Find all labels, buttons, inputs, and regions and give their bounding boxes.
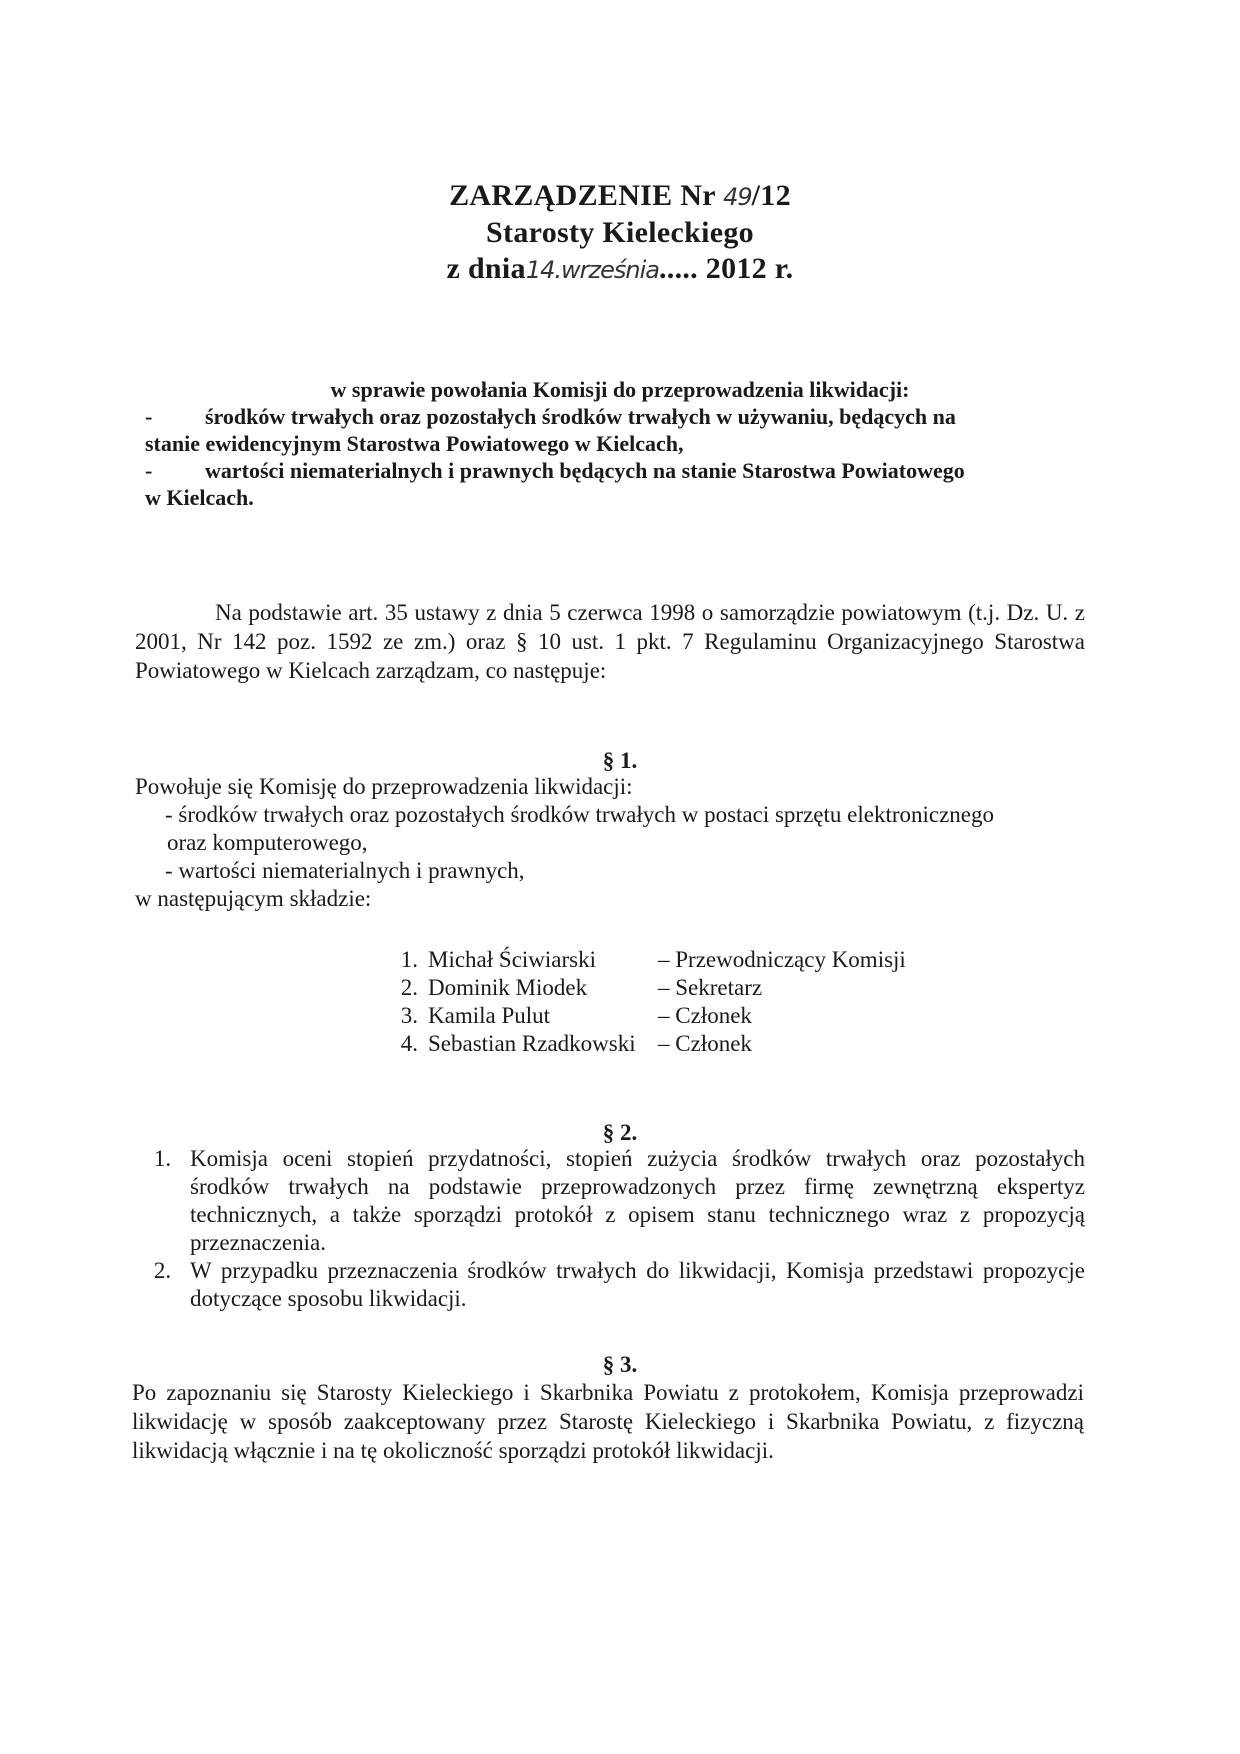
member-number: 1. [400, 947, 418, 972]
section-1-item: - wartości niematerialnych i prawnych, [165, 858, 525, 883]
point-text: Komisja oceni stopień przydatności, stopień zużycia środków trwałych oraz pozostałych środków trwałych na podstawie przeprowadzonych przez firmę zewnętrzną ekspertyz technicznych, a także sporządzi protokół z opisem stanu technicznego wraz z propozycją przeznaczenia. [190, 1146, 1085, 1255]
member-name: Dominik Miodek [428, 975, 588, 1000]
list-item [370, 1030, 906, 1058]
section-1-intro: Powołuje się Komisję do przeprowadzenia likwidacji: [135, 774, 633, 799]
bullet-text: wartości niematerialnych i prawnych będących na stanie Starostwa Powiatowego [205, 458, 965, 483]
member-name: Kamila Pulut [428, 1003, 551, 1028]
section-2-sign: § 2. [602, 1120, 638, 1145]
member-role: – Członek [658, 1031, 752, 1056]
member-name: Sebastian Rzadkowski [428, 1031, 636, 1056]
member-number: 4. [400, 1031, 418, 1056]
list-item [135, 1145, 1085, 1257]
bullet-dash: - [145, 404, 153, 429]
member-name: Michał Ściwiarski [428, 947, 596, 972]
document-subject [145, 376, 1095, 511]
section-3-body: Po zapoznaniu się Starosty Kieleckiego i Skarbnika Powiatu z protokołem, Komisja przeprowadzi likwidację w sposób zaakceptowany przez Starostę Kieleckiego i Skarbnika Powiatu, z fizyczną likwidacją włącznie i na tę okoliczność sporządzi protokół likwidacji. [132, 1380, 1084, 1463]
title-suffix: /12 [751, 179, 791, 212]
member-role: – Członek [658, 1003, 752, 1028]
document-header [0, 178, 1240, 288]
committee-members-list [370, 946, 906, 1058]
handwritten-date: 14.września [525, 256, 659, 284]
bullet-continuation: w Kielcach. [145, 485, 254, 510]
point-number: 2. [153, 1258, 172, 1283]
member-role: – Przewodniczący Komisji [658, 947, 906, 972]
subject-intro: w sprawie powołania Komisji do przeprowadzenia likwidacji: [330, 377, 910, 402]
bullet-dash: - [145, 458, 153, 483]
subject-bullet [145, 457, 1095, 484]
section-1-outro: w następującym składzie: [135, 886, 372, 911]
bullet-text: środków trwałych oraz pozostałych środków trwałych w używaniu, będących na [205, 404, 956, 429]
point-number: 1. [153, 1146, 172, 1171]
legal-basis [135, 598, 1085, 685]
date-dots: ..... [658, 252, 698, 285]
point-text: W przypadku przeznaczenia środków trwałych do likwidacji, Komisja przedstawi propozycje dotyczące sposobu likwidacji. [190, 1258, 1085, 1311]
section-1-item-continuation: oraz komputerowego, [167, 830, 368, 855]
member-number: 3. [400, 1003, 418, 1028]
date-suffix: 2012 r. [697, 252, 794, 285]
title-prefix: ZARZĄDZENIE Nr [449, 179, 724, 212]
list-item [135, 1257, 1085, 1313]
legal-basis-text: Na podstawie art. 35 ustawy z dnia 5 czerwca 1998 o samorządzie powiatowym (t.j. Dz. U. z 2001, Nr 142 poz. 1592 ze zm.) oraz § 10 ust. 1 pkt. 7 Regulaminu Organizacyjnego Starostwa Powiatowego w Kielcach zarządzam, co następuje: [135, 600, 1085, 683]
section-1-body [135, 773, 1085, 913]
bullet-continuation: stanie ewidencyjnym Starostwa Powiatowego w Kielcach, [145, 431, 684, 456]
section-2-body [135, 1145, 1085, 1313]
document-date [0, 251, 1240, 288]
handwritten-number: 49 [723, 183, 752, 211]
document-title [0, 178, 1240, 215]
subject-bullet [145, 403, 1095, 430]
list-item [370, 1002, 906, 1030]
document-issuer: Starosty Kieleckiego [486, 216, 754, 249]
member-role: – Sekretarz [658, 975, 763, 1000]
list-item [370, 974, 906, 1002]
list-item [370, 946, 906, 974]
section-1-item: - środków trwałych oraz pozostałych środków trwałych w postaci sprzętu elektronicznego [165, 802, 995, 827]
date-prefix: z dnia [446, 252, 526, 285]
section-3-sign: § 3. [602, 1352, 638, 1377]
member-number: 2. [400, 975, 418, 1000]
section-1-sign: § 1. [602, 748, 638, 773]
